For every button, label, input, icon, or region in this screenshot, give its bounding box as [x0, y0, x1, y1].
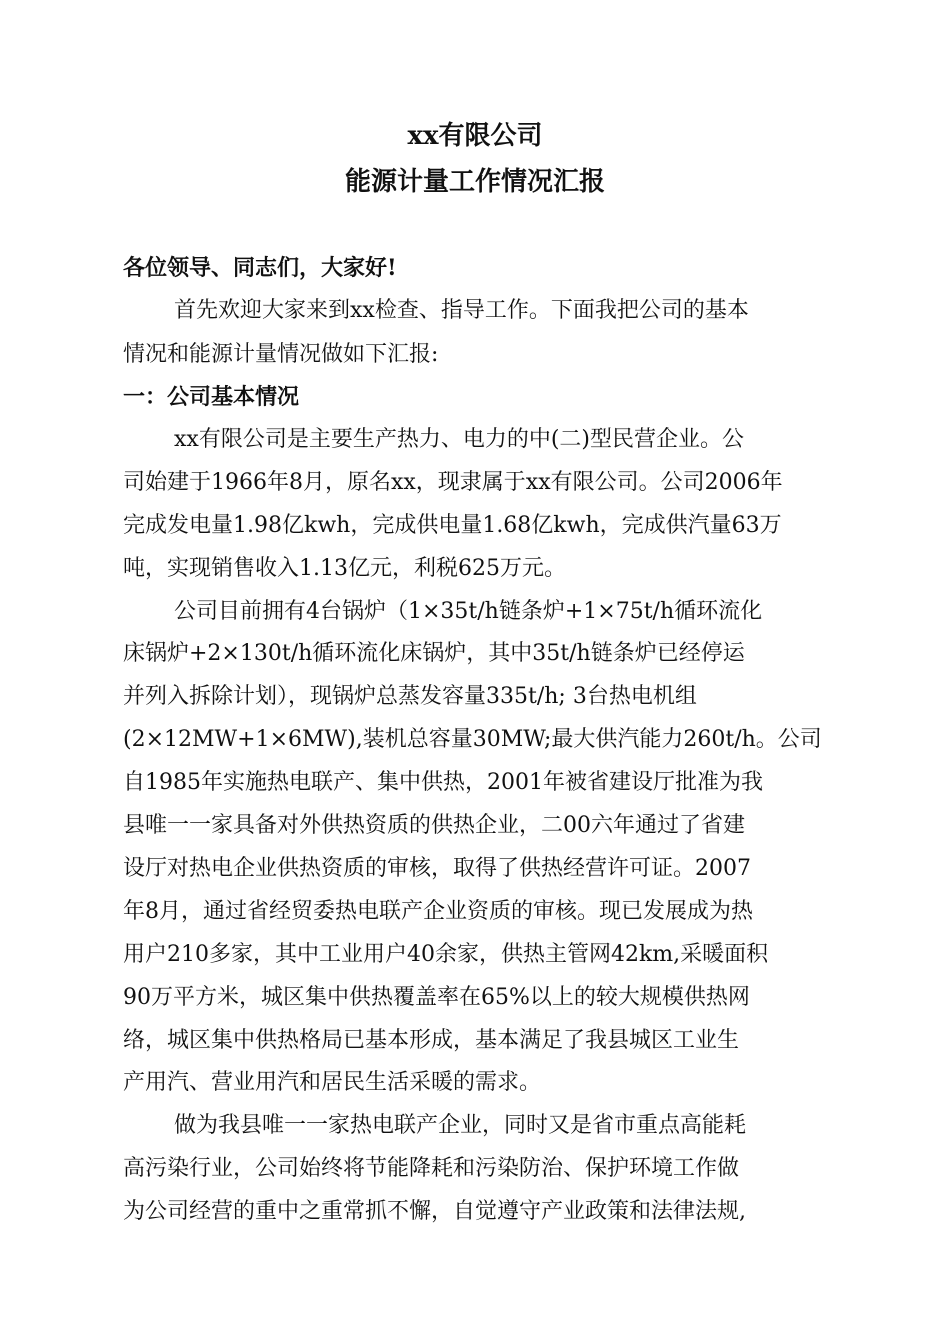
paragraph-line: xx有限公司是主要生产热力、电力的中(二)型民营企业。公: [174, 427, 744, 452]
paragraph-line: 自1985年实施热电联产、集中供热，2001年被省建设厅批准为我: [123, 770, 763, 795]
paragraph-line: 县唯一一家具备对外供热资质的供热企业，二00六年通过了省建: [123, 813, 745, 838]
paragraph-line: 为公司经营的重中之重常抓不懈，自觉遵守产业政策和法律法规,: [123, 1199, 746, 1224]
paragraph-line: 高污染行业，公司始终将节能降耗和污染防治、保护环境工作做: [123, 1156, 740, 1181]
paragraph-line: 90万平方米，城区集中供热覆盖率在65%以上的较大规模供热网: [123, 985, 750, 1010]
paragraph-line: 用户210多家，其中工业用户40余家，供热主管网42km,采暖面积: [123, 942, 769, 967]
paragraph-line: 年8月，通过省经贸委热电联产企业资质的审核。现已发展成为热: [123, 899, 753, 924]
paragraph-line: 做为我县唯一一家热电联产企业，同时又是省市重点高能耗: [174, 1113, 747, 1138]
paragraph-line: 吨，实现销售收入1.13亿元，利税625万元。: [123, 556, 566, 581]
greeting: 各位领导、同志们，大家好!: [123, 255, 397, 281]
paragraph-line: 公司目前拥有4台锅炉（1×35t/h链条炉+1×75t/h循环流化: [174, 599, 763, 624]
paragraph-line: 络，城区集中供热格局已基本形成，基本满足了我县城区工业生: [123, 1028, 740, 1053]
paragraph-line: 设厅对热电企业供热资质的审核，取得了供热经营许可证。2007: [123, 856, 751, 881]
document-title-company: xx有限公司: [407, 121, 543, 151]
paragraph-line: 并列入拆除计划），现锅炉总蒸发容量335t/h; 3台热电机组: [123, 684, 697, 709]
paragraph-line: 首先欢迎大家来到xx检查、指导工作。下面我把公司的基本: [174, 298, 749, 323]
paragraph-line: 产用汽、营业用汽和居民生活采暖的需求。: [123, 1070, 542, 1095]
paragraph-line: 床锅炉+2×130t/h循环流化床锅炉，其中35t/h链条炉已经停运: [123, 641, 745, 666]
section-heading: 一：公司基本情况: [123, 384, 300, 410]
paragraph-line: 司始建于1966年8月，原名xx，现隶属于xx有限公司。公司2006年: [123, 470, 783, 495]
paragraph-line: 情况和能源计量情况做如下汇报:: [123, 342, 439, 367]
paragraph-line: (2×12MW+1×6MW),装机总容量30MW;最大供汽能力260t/h。公司: [123, 727, 822, 752]
paragraph-line: 完成发电量1.98亿kwh，完成供电量1.68亿kwh，完成供汽量63万: [123, 513, 782, 538]
document-title-report: 能源计量工作情况汇报: [344, 167, 605, 197]
